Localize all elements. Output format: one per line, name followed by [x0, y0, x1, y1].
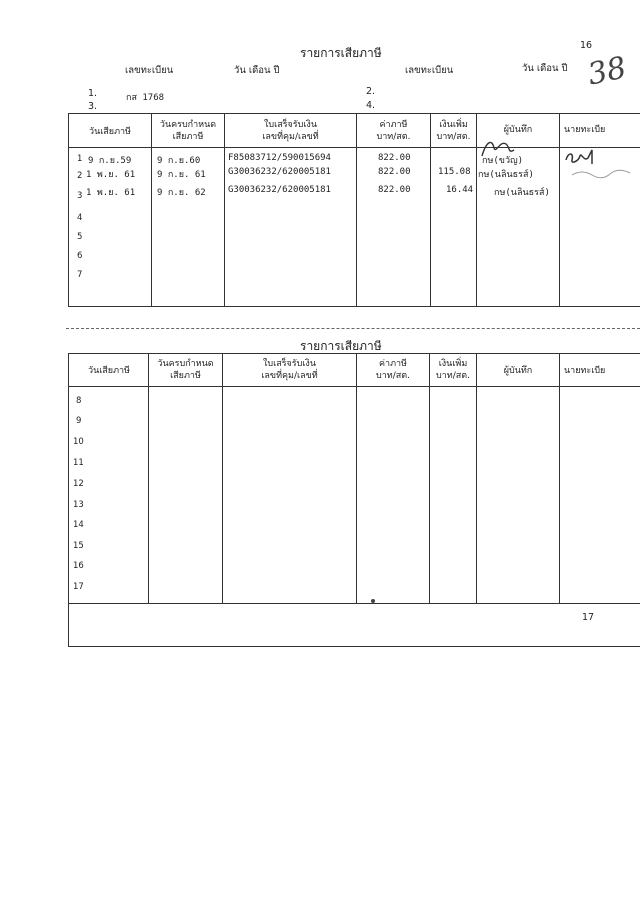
row-number: 16: [73, 561, 84, 571]
cell-tax: 822.00: [378, 185, 411, 195]
col-tax: ค่าภาษี บาท/สต.: [376, 120, 411, 142]
cell-recorder: กษ(นลินธรส์): [478, 170, 534, 180]
row-number: 14: [73, 520, 84, 530]
cell-receipt: G30036232/620005181: [228, 185, 331, 195]
plate-number: กส 1768: [126, 93, 165, 103]
col-surcharge: เงินเพิ่ม บาท/สต.: [436, 120, 471, 142]
row-number: 7: [77, 270, 83, 280]
reg-label-1: เลขทะเบียน: [125, 65, 174, 76]
col-receipt: ใบเสร็จรับเงิน เลขที่คุม/เลขที่: [261, 359, 318, 381]
cell-recorder: กษ(ขวัญ): [482, 156, 524, 166]
cell-surcharge: 16.44: [446, 185, 474, 195]
cell-tax-date: 1 พ.ย. 61: [86, 170, 136, 180]
row-number: 4: [77, 213, 83, 223]
cell-recorder: กษ(นลินธรส์): [494, 188, 550, 198]
row-number: 1: [77, 154, 83, 164]
row-number: 8: [76, 396, 82, 406]
cell-due-date: 9 ก.ย. 61: [157, 170, 206, 180]
col-due-date: วันครบกำหนด เสียภาษี: [159, 120, 217, 142]
cell-tax: 822.00: [378, 167, 411, 177]
line-number-1: 1.: [88, 88, 98, 99]
tear-line: [66, 328, 640, 329]
col-surcharge: เงินเพิ่ม บาท/สต.: [436, 359, 470, 381]
reg-label-2: เลขทะเบียน: [405, 65, 454, 76]
recorder-signature: [478, 134, 518, 160]
cell-receipt: F85083712/590015694: [228, 153, 331, 163]
col-tax-date: วันเสียภาษี: [89, 127, 131, 137]
col-due-date: วันครบกำหนด เสียภาษี: [157, 359, 214, 381]
row-number: 3: [77, 191, 83, 201]
col-recorder: ผู้บันทึก: [503, 366, 533, 376]
col-tax: ค่าภาษี บาท/สต.: [376, 359, 410, 381]
row-number: 5: [77, 232, 83, 242]
col-receipt: ใบเสร็จรับเงิน เลขที่คุม/เลขที่: [262, 120, 319, 142]
cell-due-date: 9 ก.ย.60: [157, 156, 201, 166]
handwritten-page-number: 38: [584, 50, 630, 93]
row-number: 13: [73, 500, 84, 510]
cell-tax-date: 9 ก.ย.59: [88, 156, 132, 166]
page-number-top: 16: [580, 40, 593, 51]
cell-surcharge: 115.08: [438, 167, 471, 177]
row-number: 11: [73, 458, 84, 468]
scan-dot: [371, 599, 375, 603]
col-registrar: นายทะเบีย: [564, 125, 606, 135]
cell-receipt: G30036232/620005181: [228, 167, 331, 177]
line-number-2: 2.: [366, 86, 376, 97]
date-label-1: วัน เดือน ปี: [234, 65, 280, 76]
row-number: 2: [77, 171, 83, 181]
cell-tax-date: 1 พ.ย. 61: [86, 188, 136, 198]
cell-due-date: 9 ก.ย. 62: [157, 188, 206, 198]
col-recorder: ผู้บันทึก: [503, 125, 533, 135]
row-number: 10: [73, 437, 84, 447]
row-number: 12: [73, 479, 84, 489]
row-number: 15: [73, 541, 84, 551]
row-number: 6: [77, 251, 83, 261]
upper-title: รายการเสียภาษี: [300, 46, 382, 60]
col-tax-date: วันเสียภาษี: [88, 366, 130, 376]
page-number-bottom: 17: [582, 612, 595, 623]
line-number-4: 4.: [366, 100, 376, 111]
row-number: 17: [73, 582, 84, 592]
stamp-mark: [570, 165, 632, 181]
date-label-2: วัน เดือน ปี: [522, 63, 568, 74]
lower-title: รายการเสียภาษี: [300, 339, 382, 353]
row-number: 9: [76, 416, 82, 426]
cell-tax: 822.00: [378, 153, 411, 163]
line-number-3: 3.: [88, 101, 98, 112]
col-registrar: นายทะเบีย: [564, 366, 606, 376]
